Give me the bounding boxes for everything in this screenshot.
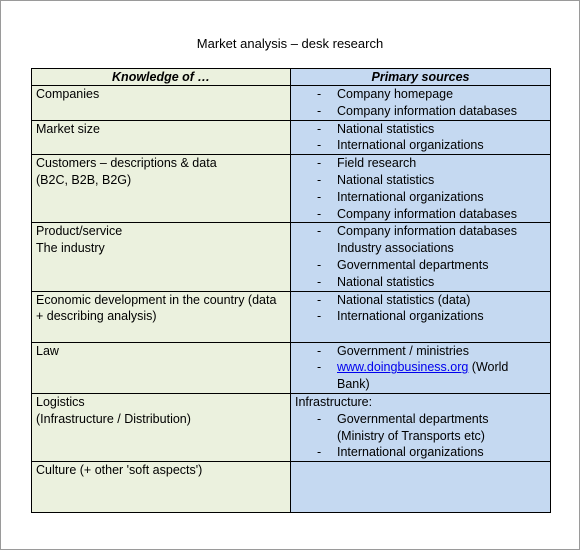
knowledge-text: (Infrastructure / Distribution) [36,411,191,426]
source-text: International organizations [337,189,484,204]
table-row [32,462,551,513]
sources-list [295,223,546,290]
header-primary-sources: Primary sources [291,69,551,86]
source-text: National statistics (data) [337,292,471,307]
knowledge-text: Law [36,343,59,358]
source-text: Company information databases [337,103,517,118]
source-text: Governmental departments [337,411,489,426]
table-row [32,223,551,291]
table-row [32,291,551,342]
dash-bullet: - [317,257,322,272]
research-table [31,68,551,513]
dash-bullet: - [317,138,322,153]
document-title: Market analysis – desk research [196,36,384,51]
source-text: International organizations [337,309,484,324]
source-text: International organizations [337,138,484,153]
table-row [32,393,551,461]
knowledge-text: Logistics [36,394,85,409]
knowledge-cell [32,155,291,223]
list-item [295,411,546,445]
knowledge-cell [32,342,291,393]
sources-cell [291,155,551,223]
dash-bullet: - [317,103,322,118]
list-item [295,121,546,138]
list-item [295,155,546,172]
source-text: Company homepage [337,87,454,101]
dash-bullet: - [317,121,322,136]
sources-cell [291,86,551,121]
dash-bullet: - [317,224,322,239]
table-row [32,86,551,121]
dash-bullet: - [317,206,322,221]
dash-bullet: - [317,274,322,289]
dash-bullet: - [317,411,322,426]
source-text: Company information databases [337,206,517,221]
list-item [295,292,546,309]
knowledge-cell [32,393,291,461]
link-suffix-text: (World [468,360,509,375]
dash-bullet: - [317,445,322,460]
sources-cell [291,393,551,461]
doingbusiness-link[interactable]: www.doingbusiness.org [337,360,469,375]
knowledge-text: The industry [36,241,105,256]
sources-intro: Infrastructure: [295,394,373,409]
sources-cell [291,342,551,393]
knowledge-text: Economic development in the country (data [36,292,277,307]
sources-list [295,292,546,326]
sources-cell [291,120,551,155]
source-text: Industry associations [337,241,454,256]
sources-list [295,86,546,120]
table-header-row [32,69,551,86]
knowledge-text: Market size [36,121,100,136]
list-item [295,257,546,274]
knowledge-text: Product/service [36,224,123,239]
table-row [32,342,551,393]
list-item [295,223,546,257]
source-text: National statistics [337,121,435,136]
sources-cell [291,462,551,513]
list-item [295,86,546,103]
source-text: Company information databases [337,224,517,239]
source-text: Field research [337,156,417,171]
knowledge-cell [32,462,291,513]
dash-bullet: - [317,156,322,171]
dash-bullet: - [317,172,322,187]
knowledge-text: Companies [36,87,100,101]
list-item [295,359,546,393]
dash-bullet: - [317,343,322,358]
sources-list [295,155,546,222]
sources-list [295,121,546,155]
list-item [295,189,546,206]
dash-bullet: - [317,292,322,307]
source-text: Governmental departments [337,257,489,272]
table-row [32,120,551,155]
sources-cell [291,291,551,342]
table-row [32,155,551,223]
source-text: National statistics [337,274,435,289]
list-item [295,444,546,461]
header-knowledge: Knowledge of … [32,69,291,86]
sources-cell [291,223,551,291]
source-text: International organizations [337,445,484,460]
list-item [295,103,546,120]
sources-list [295,411,546,461]
dash-bullet: - [317,360,322,375]
list-item [295,137,546,154]
knowledge-text: Culture (+ other 'soft aspects') [36,463,203,478]
dash-bullet: - [317,309,322,324]
list-item [295,172,546,189]
dash-bullet: - [317,87,322,101]
link-continuation-text: Bank) [337,377,370,392]
list-item [295,274,546,291]
knowledge-cell [32,120,291,155]
knowledge-text: (B2C, B2B, B2G) [36,172,132,187]
knowledge-cell [32,86,291,121]
list-item [295,206,546,223]
knowledge-cell [32,291,291,342]
source-text: National statistics [337,172,435,187]
knowledge-cell [32,223,291,291]
source-text: Government / ministries [337,343,469,358]
list-item [295,343,546,360]
sources-list [295,343,546,393]
knowledge-text: + describing analysis) [36,309,157,324]
dash-bullet: - [317,189,322,204]
source-text: (Ministry of Transports etc) [337,428,485,443]
list-item [295,308,546,325]
knowledge-text: Customers – descriptions & data [36,156,217,171]
